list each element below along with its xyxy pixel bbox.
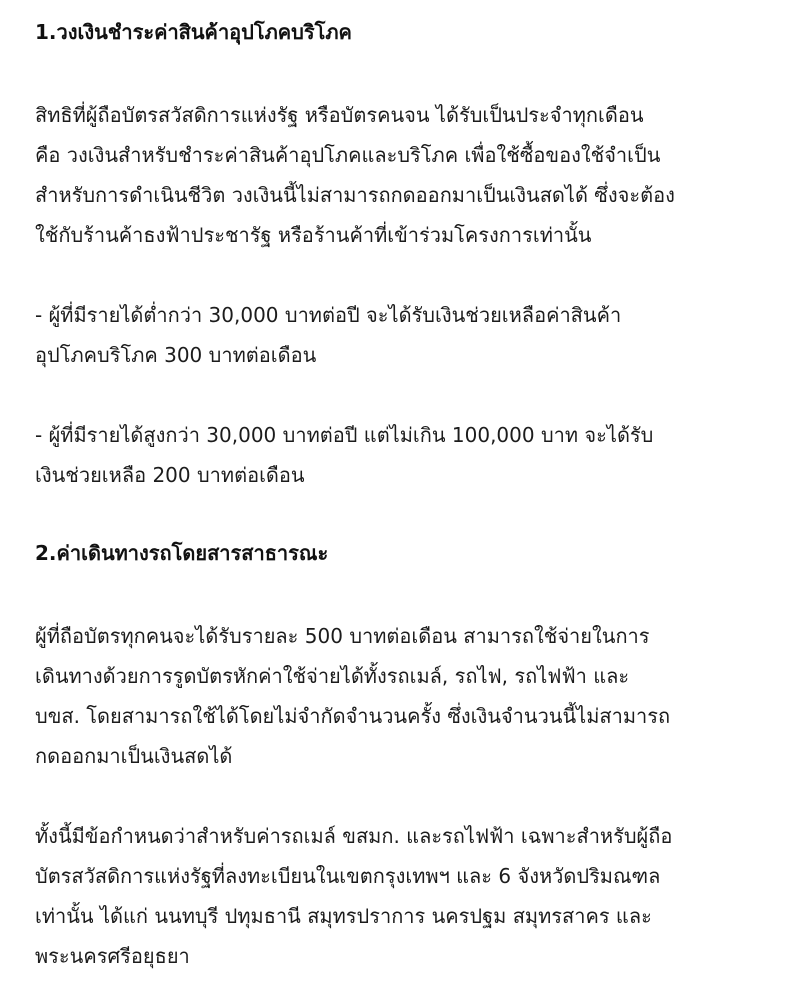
section-1-intro-paragraph — [35, 95, 775, 255]
paragraph-line: พระนครศรีอยุธยา — [35, 944, 190, 968]
paragraph-line: เท่านั้น ได้แก่ นนทบุรี ปทุมธานี สมุทรปราการ นครปฐม สมุทรสาคร และ — [35, 904, 652, 928]
paragraph-line: คือ วงเงินสำหรับชำระค่าสินค้าอุปโภคและบริโภค เพื่อใช้ซื้อของใช้จำเป็น — [35, 143, 661, 167]
article-body — [35, 14, 775, 976]
income-tier-1-paragraph — [35, 295, 775, 375]
paragraph-line: ผู้ที่ถือบัตรทุกคนจะได้รับรายละ 500 บาทต่อเดือน สามารถใช้จ่ายในการ — [35, 624, 650, 648]
section-2-condition-paragraph — [35, 816, 775, 976]
paragraph-line: บขส. โดยสามารถใช้ได้โดยไม่จำกัดจำนวนครั้ง ซึ่งเงินจำนวนนี้ไม่สามารถ — [35, 704, 671, 728]
paragraph-line: สำหรับการดำเนินชีวิต วงเงินนี้ไม่สามารถกดออกมาเป็นเงินสดได้ ซึ่งจะต้อง — [35, 183, 675, 207]
paragraph-line: - ผู้ที่มีรายได้ต่ำกว่า 30,000 บาทต่อปี จะได้รับเงินช่วยเหลือค่าสินค้า — [35, 303, 622, 327]
section-1-heading: 1.วงเงินชำระค่าสินค้าอุปโภคบริโภค — [35, 20, 352, 44]
paragraph-line: กดออกมาเป็นเงินสดได้ — [35, 744, 233, 768]
paragraph-line: - ผู้ที่มีรายได้สูงกว่า 30,000 บาทต่อปี แต่ไม่เกิน 100,000 บาท จะได้รับ — [35, 423, 654, 447]
paragraph-line: ทั้งนี้มีข้อกำหนดว่าสำหรับค่ารถเมล์ ขสมก. และรถไฟฟ้า เฉพาะสำหรับผู้ถือ — [35, 824, 673, 848]
paragraph-line: สิทธิที่ผู้ถือบัตรสวัสดิการแห่งรัฐ หรือบัตรคนจน ได้รับเป็นประจำทุกเดือน — [35, 103, 644, 127]
income-tier-2-paragraph — [35, 415, 775, 495]
paragraph-line: เดินทางด้วยการรูดบัตรหักค่าใช้จ่ายได้ทั้งรถเมล์, รถไฟ, รถไฟฟ้า และ — [35, 664, 630, 688]
section-2-heading: 2.ค่าเดินทางรถโดยสารสาธารณะ — [35, 541, 329, 565]
section-2-intro-paragraph — [35, 616, 775, 776]
paragraph-line: เงินช่วยเหลือ 200 บาทต่อเดือน — [35, 463, 305, 487]
paragraph-line: ใช้กับร้านค้าธงฟ้าประชารัฐ หรือร้านค้าที่เข้าร่วมโครงการเท่านั้น — [35, 223, 592, 247]
paragraph-line: อุปโภคบริโภค 300 บาทต่อเดือน — [35, 343, 317, 367]
paragraph-line: บัตรสวัสดิการแห่งรัฐที่ลงทะเบียนในเขตกรุงเทพฯ และ 6 จังหวัดปริมณฑล — [35, 864, 661, 888]
